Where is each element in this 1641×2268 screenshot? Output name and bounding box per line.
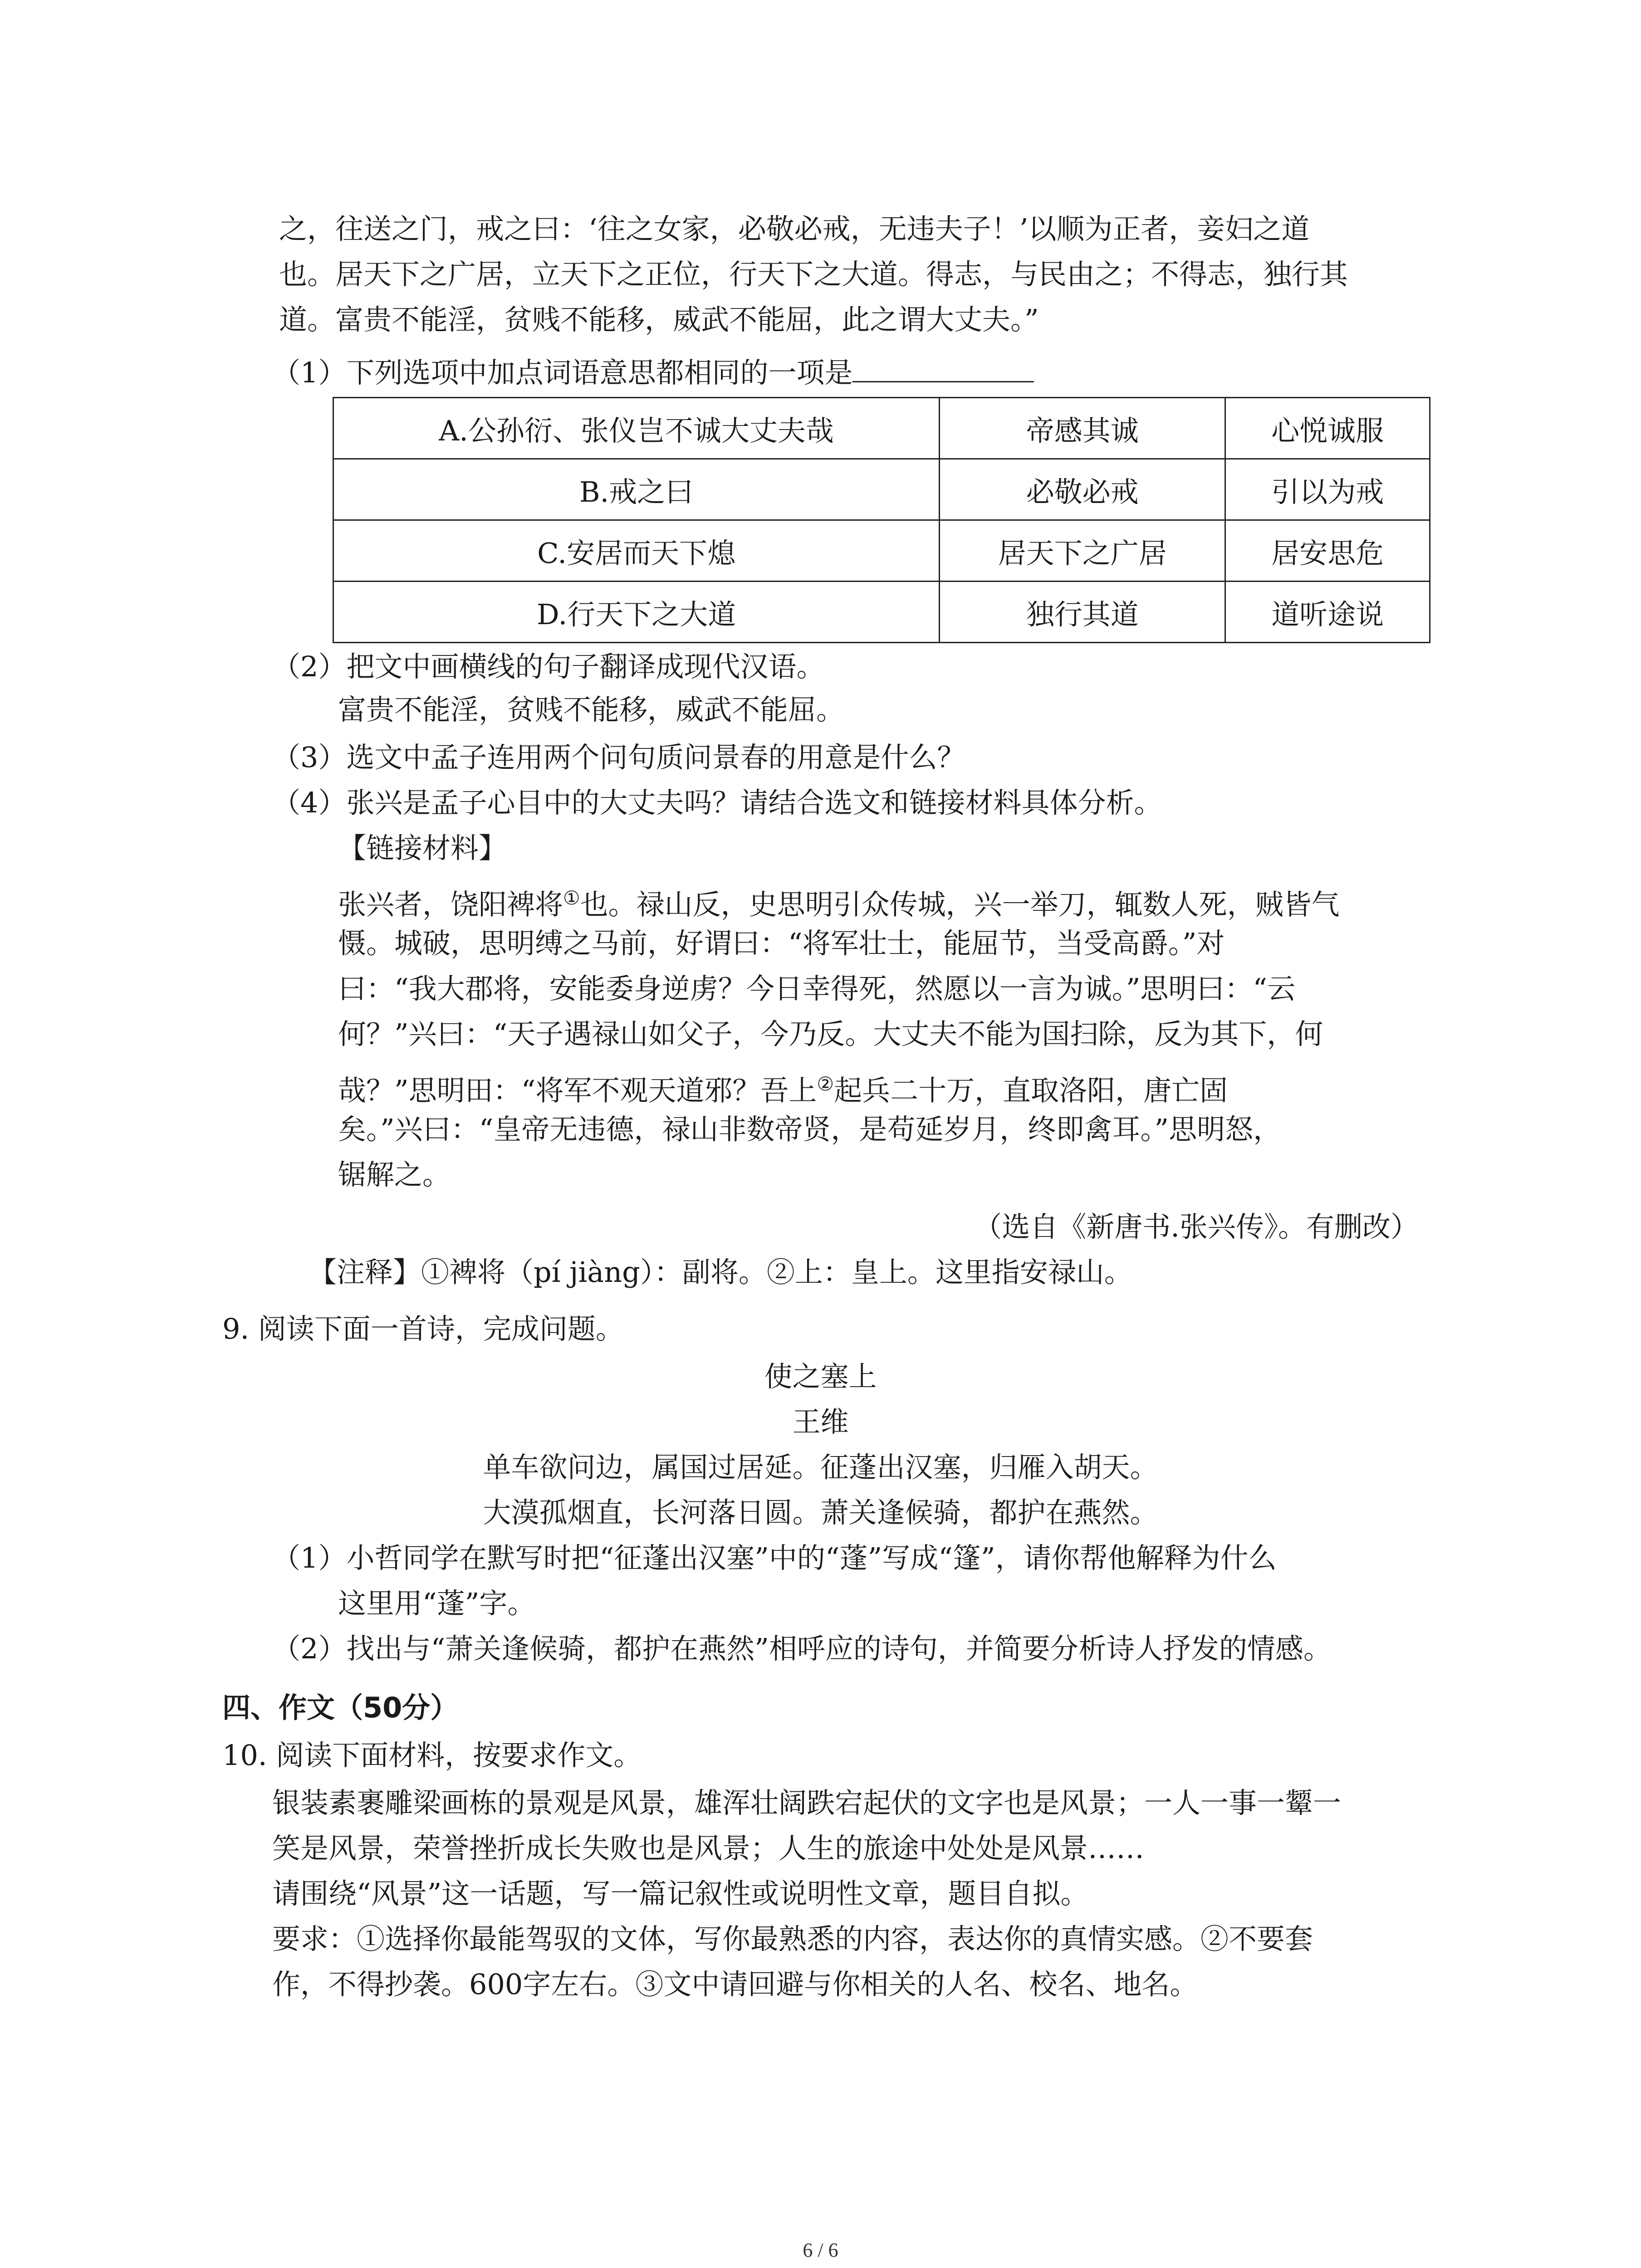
table-row: [333, 459, 1430, 520]
essay-material-line: 笑是风景，荣誉挫折成长失败也是风景；人生的旅途中处处是风景……: [272, 1832, 1145, 1865]
poem-line: 单车欲问边，属国过居延。征蓬出汉塞，归雁入胡天。: [483, 1451, 1158, 1484]
question-10-intro: 10. 阅读下面材料，按要求作文。: [222, 1739, 642, 1772]
table-cell: 道听途说: [1225, 582, 1430, 643]
link-material-title: 【链接材料】: [338, 831, 507, 865]
question-label: （1）: [272, 356, 347, 389]
table-cell: 必敬必戒: [940, 459, 1225, 520]
question-label: （3）: [272, 741, 347, 774]
question-text: 下列选项中加点词语意思都相同的一项是: [346, 356, 853, 389]
table-cell: 心悦诚服: [1225, 398, 1430, 459]
question-9-1-cont: 这里用“蓬”字。: [338, 1587, 536, 1620]
poem-title: 使之塞上: [764, 1360, 877, 1393]
essay-material-line: 要求：①选择你最能驾驭的文体，写你最熟悉的内容，表达你的真情实感。②不要套: [272, 1922, 1313, 1955]
table-cell: A.公孙衍、张仪岂不诚大丈夫哉: [333, 398, 940, 459]
table-cell: B.戒之曰: [333, 459, 940, 520]
table-row: [333, 582, 1430, 643]
link-material-line: 何？”兴曰：“天子遇禄山如父子，今乃反。大丈夫不能为国扫除，反为其下，何: [338, 1017, 1323, 1051]
source-citation: （选自《新唐书.张兴传》。有删改）: [974, 1210, 1419, 1243]
options-table: [333, 397, 1430, 643]
table-cell: 引以为戒: [1225, 459, 1430, 520]
page-number: 6 / 6: [803, 2239, 838, 2261]
passage-line: 道。富贵不能淫，贫贱不能移，威武不能屈，此之谓大丈夫。”: [279, 303, 1039, 336]
table-row: [333, 520, 1430, 582]
question-text: 选文中孟子连用两个问句质问景春的用意是什么？: [346, 741, 965, 774]
poem-author: 王维: [792, 1405, 849, 1438]
annotation: 【注释】①裨将（pí jiàng）：副将。②上：皇上。这里指安禄山。: [309, 1256, 1132, 1289]
table-row: [333, 398, 1430, 459]
table-cell: 独行其道: [940, 582, 1225, 643]
question-9-intro: 9. 阅读下面一首诗，完成问题。: [222, 1312, 624, 1345]
question-9-2: [272, 1626, 1478, 1672]
essay-material-line: 银装素裹雕梁画栋的景观是风景，雄浑壮阔跌宕起伏的文字也是风景；一人一事一颦一: [272, 1786, 1342, 1819]
link-material-line: 慑。城破，思明缚之马前，好谓曰：“将军壮士，能屈节，当受高爵。”对: [338, 927, 1225, 960]
table-cell: D.行天下之大道: [333, 582, 940, 643]
question-label: （2）: [272, 1632, 347, 1665]
question-text: 找出与“萧关逢候骑，都护在燕然”相呼应的诗句，并简要分析诗人抒发的情感。: [346, 1632, 1332, 1665]
question-8-3: [272, 735, 1478, 780]
link-material-line: 矣。”兴曰：“皇帝无违德，禄山非数帝贤，是苟延岁月，终即禽耳。”思明怒，: [338, 1113, 1282, 1146]
question-label: （4）: [272, 786, 347, 819]
question-8-1: [272, 349, 1478, 396]
table-cell: C.安居而天下熄: [333, 520, 940, 582]
table-cell: 居天下之广居: [940, 520, 1225, 582]
table-cell: 帝感其诚: [940, 398, 1225, 459]
question-label: （2）: [272, 650, 347, 683]
question-text: 小哲同学在默写时把“征蓬出汉塞”中的“蓬”写成“篷”，请你帮他解释为什么: [346, 1541, 1277, 1574]
question-9-1: [272, 1535, 1478, 1581]
question-text: 张兴是孟子心目中的大丈夫吗？请结合选文和链接材料具体分析。: [346, 786, 1162, 819]
essay-material-line: 请围绕“风景”这一话题，写一篇记叙性或说明性文章，题目自拟。: [272, 1877, 1089, 1910]
section-heading: 四、作文（50分）: [222, 1691, 459, 1724]
question-text: 把文中画横线的句子翻译成现代汉语。: [346, 650, 825, 683]
note-mark: ①: [563, 887, 580, 909]
translate-sentence: 富贵不能淫，贫贱不能移，威武不能屈。: [338, 693, 845, 726]
link-material-line: 张兴者，饶阳裨将①也。禄山反，史思明引众传城，兴一举刀，辄数人死，贼皆气: [338, 887, 1340, 921]
question-8-2: [272, 644, 1478, 689]
question-8-4: [272, 780, 1478, 826]
essay-material-line: 作，不得抄袭。600字左右。③文中请回避与你相关的人名、校名、地名。: [272, 1968, 1198, 2001]
question-label: （1）: [272, 1541, 347, 1574]
link-material-line: 曰：“我大郡将，安能委身逆虏？今日幸得死，然愿以一言为诚。”思明曰：“云: [338, 972, 1296, 1005]
table-cell: 居安思危: [1225, 520, 1430, 582]
link-material-line: 锯解之。: [338, 1158, 451, 1191]
link-material-line: 哉？”思明田：“将军不观天道邪？吾上②起兵二十万，直取洛阳，唐亡固: [338, 1073, 1228, 1107]
passage-line: 也。居天下之广居，立天下之正位，行天下之大道。得志，与民由之；不得志，独行其: [279, 258, 1348, 291]
answer-blank[interactable]: [852, 349, 1034, 382]
passage-line: 之，往送之门，戒之曰：‘往之女家，必敬必戒，无违夫子！’以顺为正者，妾妇之道: [279, 212, 1310, 245]
note-mark: ②: [817, 1073, 834, 1095]
poem-line: 大漠孤烟直，长河落日圆。萧关逢候骑，都护在燕然。: [483, 1496, 1158, 1529]
